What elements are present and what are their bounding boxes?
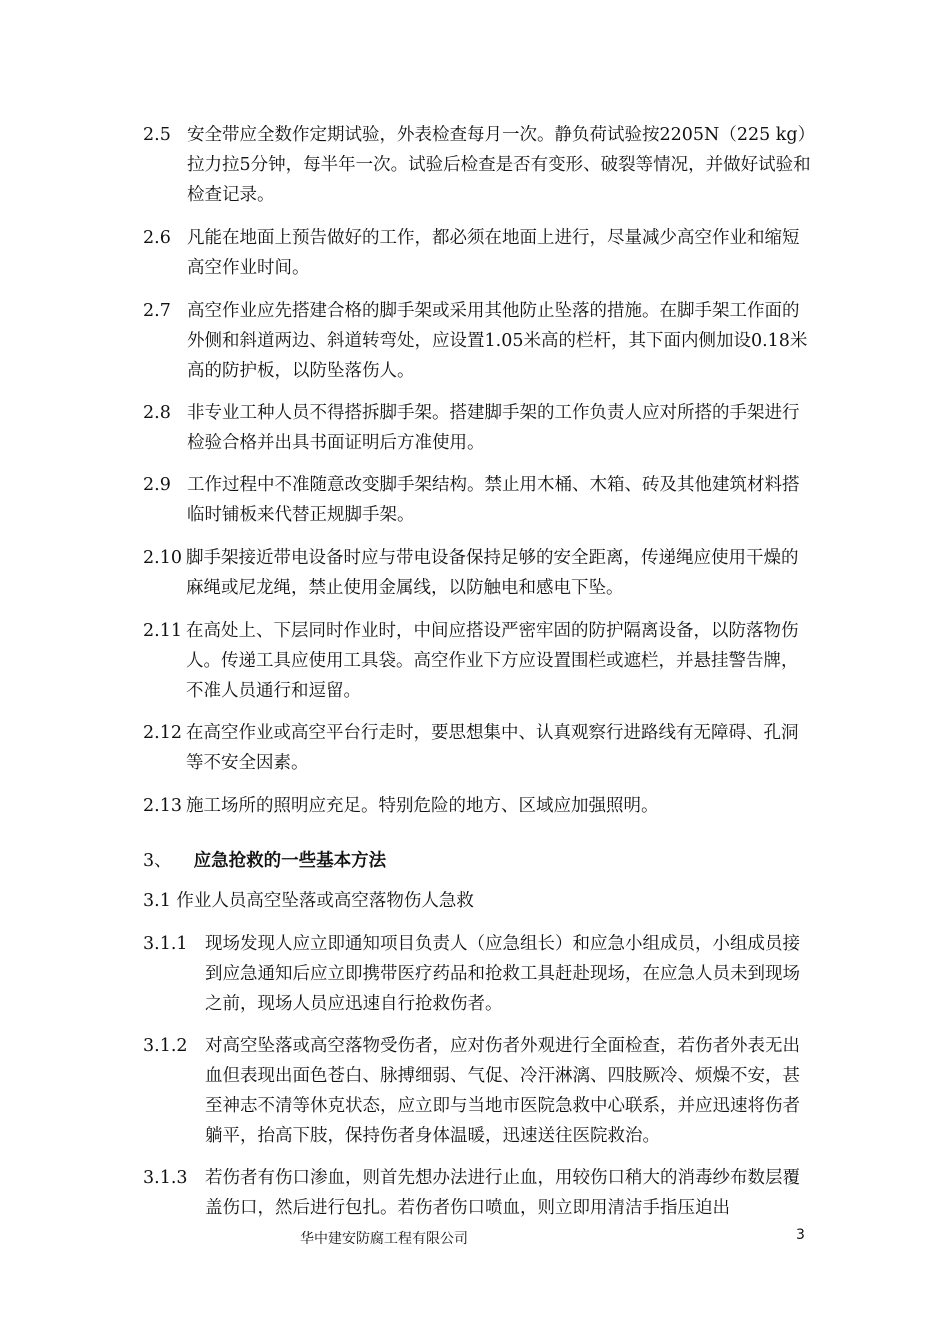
clause-number: 2.9 [143,475,171,495]
clause-text: 在高空作业或高空平台行走时，要思想集中、认真观察行进路线有无障碍、孔洞等不安全因素。 [186,723,799,773]
clause-2-6 [143,223,813,283]
clause-number: 2.7 [143,301,171,321]
clause-2-10 [143,543,813,603]
clause-text: 施工场所的照明应充足。特别危险的地方、区域应加强照明。 [186,796,659,816]
clause-number: 2.10 [143,548,182,568]
page-number: 3 [796,1227,805,1243]
clause-number: 2.11 [143,621,182,641]
section-number: 3、 [143,851,172,871]
clause-number: 2.6 [143,228,171,248]
clause-2-5 [143,120,813,210]
clause-number: 3.1.1 [143,934,188,954]
footer-company-name: 华中建安防腐工程有限公司 [300,1231,468,1247]
clause-2-13 [143,791,813,821]
clause-2-9 [143,470,813,530]
clause-text: 非专业工种人员不得搭拆脚手架。搭建脚手架的工作负责人应对所搭的手架进行检验合格并出具书面证明后方准使用。 [187,403,800,453]
clause-number: 3.1.2 [143,1036,188,1056]
clause-text: 工作过程中不准随意改变脚手架结构。禁止用木桶、木箱、砖及其他建筑材料搭临时铺板来代替正规脚手架。 [187,475,800,525]
clause-3-1-1 [143,929,813,1019]
clause-number: 3.1.3 [143,1168,188,1188]
clause-text: 现场发现人应立即通知项目负责人（应急组长）和应急小组成员，小组成员接到应急通知后应立即携带医疗药品和抢救工具赶赴现场，在应急人员未到现场之前，现场人员应迅速自行抢救伤者。 [205,934,800,1014]
clause-text: 对高空坠落或高空落物受伤者，应对伤者外观进行全面检查，若伤者外表无出血但表现出面色苍白、脉搏细弱、气促、冷汗淋漓、四肢厥冷、烦燥不安，甚至神志不清等休克状态，应立即与当地市医院急救中心联系，并应迅速将伤者躺平，抬高下肢，保持伤者身体温暖，迅速送往医院救治。 [205,1036,800,1146]
clause-text: 高空作业应先搭建合格的脚手架或采用其他防止坠落的措施。在脚手架工作面的外侧和斜道两边、斜道转弯处，应设置1.05米高的栏杆，其下面内侧加设0.18米高的防护板，以防坠落伤人。 [187,301,808,381]
clause-3-1-2 [143,1031,813,1151]
clause-number: 2.5 [143,125,171,145]
section-title: 应急抢救的一些基本方法 [193,851,387,871]
clause-number: 2.8 [143,403,171,423]
clause-2-7 [143,296,813,386]
clause-text: 脚手架接近带电设备时应与带电设备保持足够的安全距离，传递绳应使用干燥的麻绳或尼龙绳，禁止使用金属线，以防触电和感电下坠。 [186,548,799,598]
clause-text: 在高处上、下层同时作业时，中间应搭设严密牢固的防护隔离设备，以防落物伤人。传递工具应使用工具袋。高空作业下方应设置围栏或遮栏，并悬挂警告牌，不准人员通行和逗留。 [186,621,799,701]
clause-2-8 [143,398,813,458]
clause-2-11 [143,616,813,706]
clause-2-12 [143,718,813,778]
clause-text: 若伤者有伤口渗血，则首先想办法进行止血，用较伤口稍大的消毒纱布数层覆盖伤口，然后进行包扎。若伤者伤口喷血，则立即用清洁手指压迫出 [205,1168,800,1218]
clause-number: 2.13 [143,796,182,816]
clause-number: 2.12 [143,723,182,743]
clause-text: 凡能在地面上预告做好的工作，都必须在地面上进行，尽量减少高空作业和缩短高空作业时间。 [187,228,800,278]
subsection-title: 3.1 作业人员高空坠落或高空落物伤人急救 [143,891,474,911]
clause-3-1-3 [143,1163,813,1223]
section-heading [143,848,386,874]
clause-text: 安全带应全数作定期试验，外表检查每月一次。静负荷试验按2205N（225 kg）拉力拉5分钟，每半年一次。试验后检查是否有变形、破裂等情况，并做好试验和检查记录。 [187,125,811,205]
